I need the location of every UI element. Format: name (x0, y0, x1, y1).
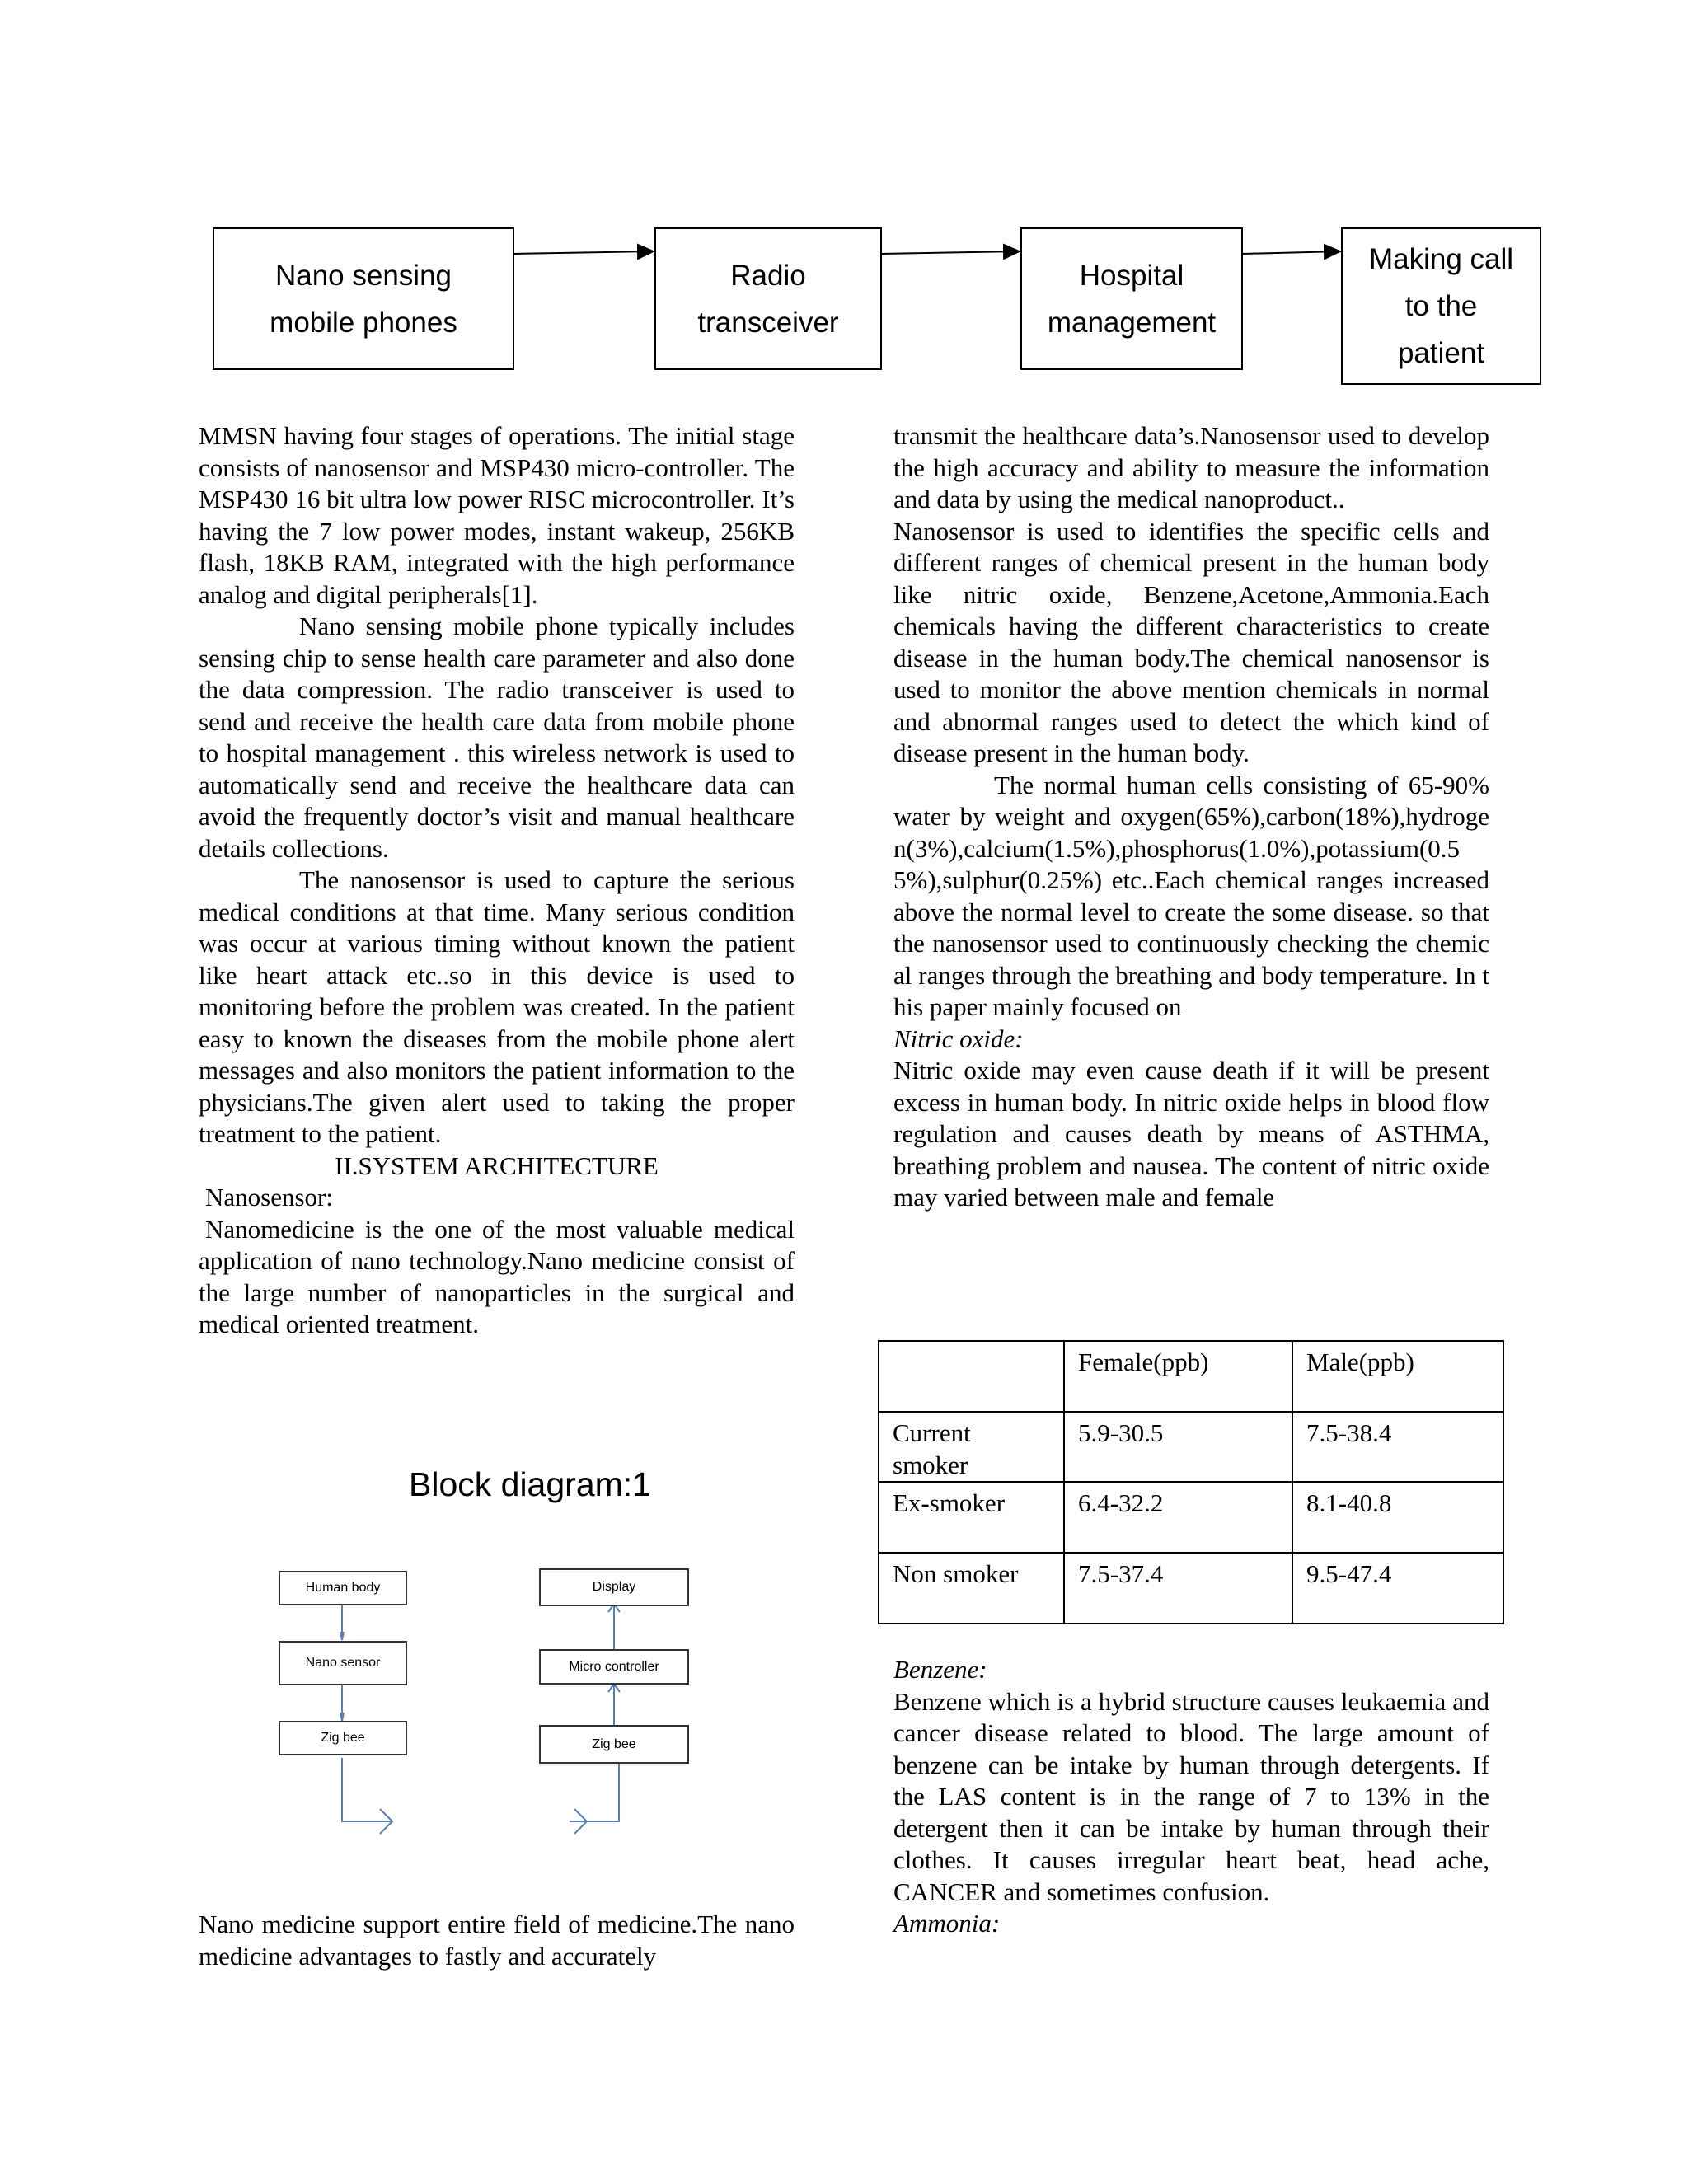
table-cell: 6.4-32.2 (1064, 1482, 1292, 1553)
paragraph: Nitric oxide may even cause death if it will be present excess in human body. In nitric oxide helps in blood flow regulation and causes death by means of ASTHMA, breathing problem and nausea. The content of nitric oxide may varied between male and female (893, 1056, 1489, 1212)
paragraph: MMSN having four stages of operations. The initial stage consists of nanosensor and MSP430 micro-controller. The MSP430 16 bit ultra low power RISC microcontroller. It’s having the 7 low power modes, instant wakeup, 256KB flash, 18KB RAM, integrated with the high performance analog and digital peripherals[1]. (199, 421, 795, 609)
block-nano-sensor (279, 1641, 407, 1685)
table-cell: 9.5-47.4 (1292, 1553, 1503, 1624)
connector-line (342, 1758, 392, 1821)
table-header-cell: Female(ppb) (1064, 1341, 1292, 1412)
block-display (539, 1568, 689, 1606)
paragraph: Nanosensor is used to identifies the specific cells and different ranges of chemical present in the human body like nitric oxide, Benzene,Acetone,Ammonia.Each chemicals having the different characteristics to create disease in the human body.The chemical nanosensor is used to monitor the above mention chemicals in normal and abnormal ranges used to detect the which kind of disease present in the human body. (893, 516, 1489, 767)
table-row (879, 1553, 1503, 1624)
table-row (879, 1482, 1503, 1553)
block-label: Human body (305, 1581, 381, 1595)
paragraph: transmit the healthcare data’s.Nanosensor used to develop the high accuracy and ability to measure the information and data by using the medical nanoproduct.. (893, 421, 1489, 513)
block-micro-controller (539, 1649, 689, 1685)
table-cell: Non smoker (879, 1553, 1064, 1624)
block-zig-bee-right (539, 1725, 689, 1764)
table-header-cell: Male(ppb) (1292, 1341, 1503, 1412)
table-row (879, 1412, 1503, 1482)
flow-box-line: Radio (730, 259, 806, 292)
connector-line (570, 1764, 619, 1821)
table-cell: Current smoker (879, 1412, 1064, 1482)
block-zig-bee-left (279, 1721, 407, 1755)
block-label: Nano sensor (305, 1656, 381, 1670)
flow-box-line: management (1047, 306, 1217, 339)
block-label: Zig bee (592, 1736, 636, 1751)
table-header-cell (879, 1341, 1064, 1412)
paragraph: Nano sensing mobile phone typically includes sensing chip to sense health care parameter and also done the data compression. The radio transceiver is used to send and receive the health care data from mobile phone to hospital management . this wireless network is used to automatically send and receive the healthcare data can avoid the frequently doctor’s visit and manual healthcare details collections. (199, 612, 795, 863)
flow-box-line: Nano sensing (274, 259, 452, 292)
table-cell: 7.5-38.4 (1292, 1412, 1503, 1482)
right-column-lower (893, 1654, 1489, 1940)
block-label: Display (592, 1580, 636, 1594)
subsection-heading: Ammonia: (893, 1909, 1001, 1938)
subsection-heading: Benzene: (893, 1655, 987, 1684)
nitric-oxide-table (878, 1340, 1504, 1624)
table-header-row (879, 1341, 1503, 1412)
flow-box-line: transceiver (697, 306, 839, 339)
paragraph: The normal human cells consisting of 65-90% water by weight and oxygen(65%),carbon(18%),hydrogen(3%),calcium(1.5%),phosphorus(1.0%),potassium(0.55%),sulphur(0.25%) etc..Each chemical ranges increased above the normal level to create the some disease. so that the nanosensor used to continuously checking the chemical ranges through the breathing and body temperature. In this paper mainly focused on (893, 770, 1489, 1021)
left-bottom-text (199, 1909, 795, 1972)
paragraph: Nanomedicine is the one of the most valuable medical application of nano technology.Nano medicine consist of the large number of nanoparticles in the surgical and medical oriented treatment. (199, 1214, 795, 1338)
table-cell: 8.1-40.8 (1292, 1482, 1503, 1553)
table-cell: 7.5-37.4 (1064, 1553, 1292, 1624)
paragraph: The nanosensor is used to capture the serious medical conditions at that time. Many serious condition was occur at various timing without known the patient like heart attack etc..so in this device is used to monitoring before the problem was created. In the patient easy to known the diseases from the mobile phone alert messages and also monitors the patient information to the physicians.The given alert used to taking the proper treatment to the patient. (199, 865, 795, 1148)
table-cell: 5.9-30.5 (1064, 1412, 1292, 1482)
block-diagram-title: Block diagram:1 (409, 1465, 651, 1503)
paragraph: Nano medicine support entire field of medicine.The nano medicine advantages to fastly and accurately (199, 1910, 795, 1971)
subsection-heading: Nitric oxide: (893, 1024, 1024, 1053)
block-human-body (279, 1571, 407, 1605)
flow-box-line: Hospital (1079, 259, 1184, 292)
paragraph: Benzene which is a hybrid structure causes leukaemia and cancer disease related to blood. The large amount of benzene can be intake by human through detergents. If the LAS content is in the range of 7 to 13% in the detergent then it can be intake by human through their clothes. It causes irregular heart beat, head ache, CANCER and sometimes confusion. (893, 1686, 1489, 1906)
block-label: Micro controller (569, 1659, 659, 1674)
flow-box-line: mobile phones (270, 306, 457, 339)
section-heading: II.SYSTEM ARCHITECTURE (335, 1151, 659, 1180)
block-label: Zig bee (321, 1731, 365, 1745)
flow-box-line: patient (1397, 337, 1485, 369)
flow-box-line: to the (1404, 290, 1478, 322)
flow-box-line: Making call (1368, 243, 1514, 275)
right-column (893, 420, 1489, 1214)
table-cell: Ex-smoker (879, 1482, 1064, 1553)
subsection-heading: Nanosensor: (205, 1183, 333, 1212)
